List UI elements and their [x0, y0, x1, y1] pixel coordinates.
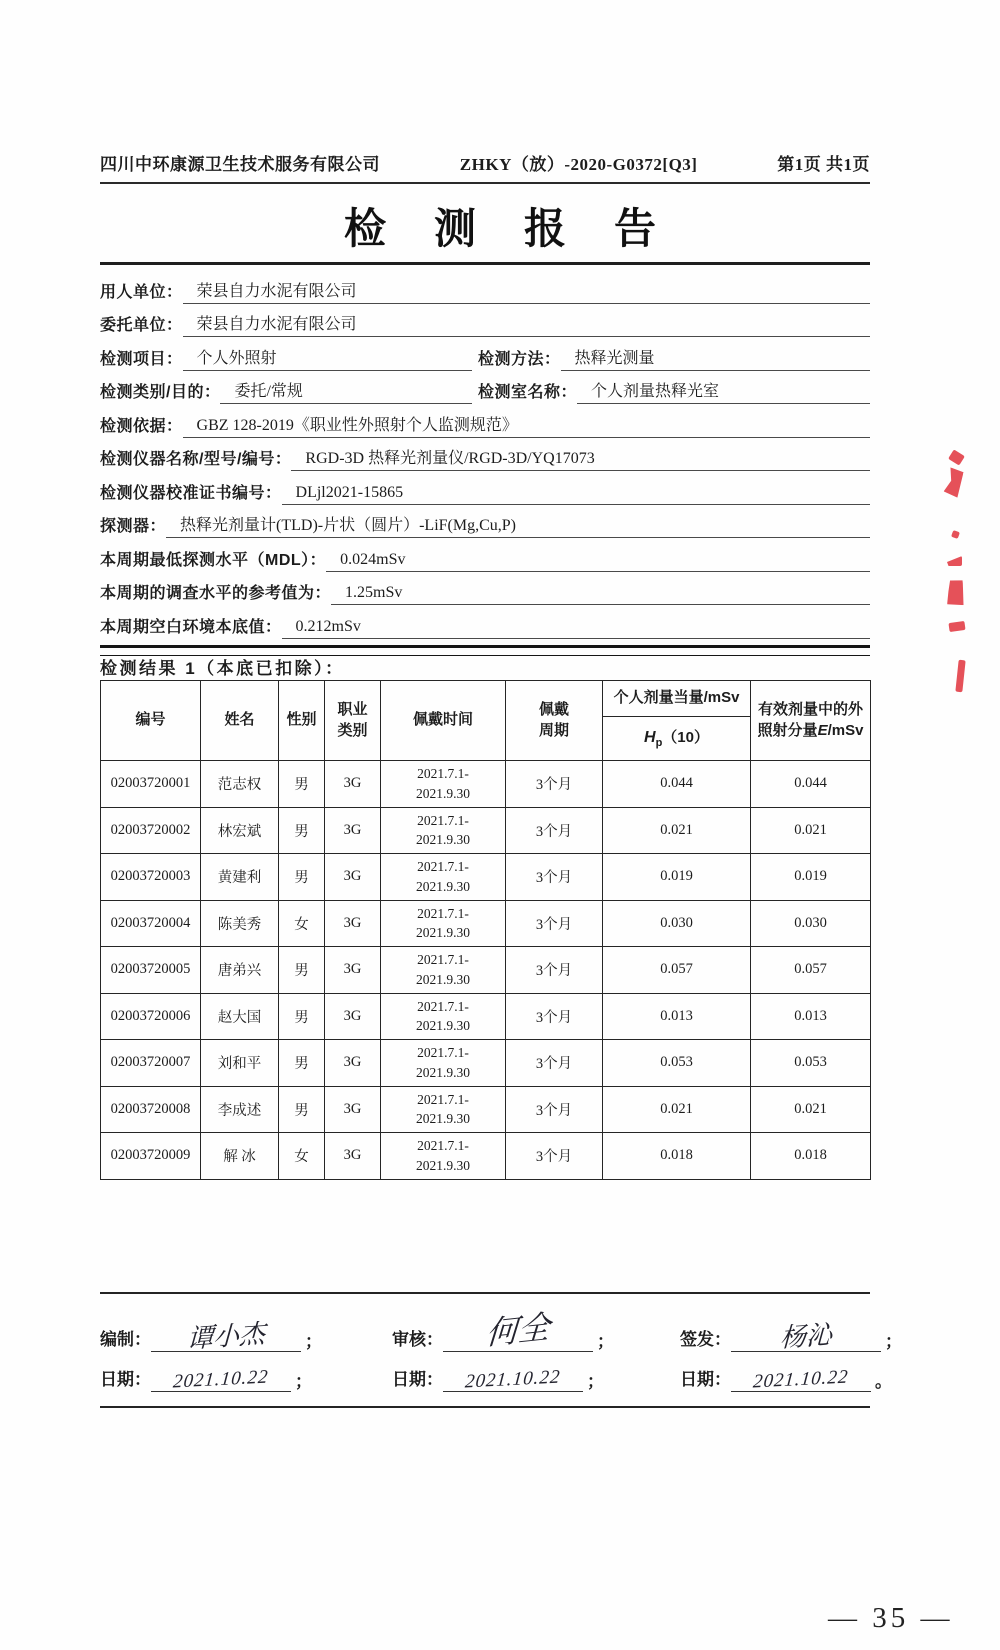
cell-e: 0.044 — [751, 761, 871, 808]
col-header-job: 职业 类别 — [325, 681, 381, 761]
field-label: 检测仪器名称/型号/编号： — [100, 451, 292, 468]
document-header — [100, 150, 870, 184]
form-row-mdl — [100, 538, 870, 572]
table-row — [101, 761, 871, 808]
cell-hp: 0.044 — [603, 761, 751, 808]
col-header-hp10: $H_p(10)$ — [603, 717, 751, 761]
field-value: 荣县自力水泥有限公司 — [183, 278, 870, 304]
page-number: — 35 — — [828, 1602, 954, 1634]
cell-cycle: 3个月 — [506, 807, 603, 854]
cell-name: 赵大国 — [201, 993, 279, 1040]
table-row — [101, 993, 871, 1040]
cell-gender: 男 — [279, 947, 325, 994]
col-header-dose-group: 个人剂量当量/mSv — [603, 681, 751, 717]
field-label: 本周期空白环境本底值： — [100, 618, 282, 636]
col-header-gender: 性别 — [279, 681, 325, 761]
cell-cycle: 3个月 — [506, 1040, 603, 1087]
cell-gender: 女 — [279, 1133, 325, 1180]
cell-job: 3G — [325, 993, 381, 1040]
field-label: 本周期的调查水平的参考值为： — [100, 585, 332, 602]
table-row — [101, 900, 871, 947]
red-stamp-fragment — [943, 467, 964, 498]
prepared-signature: 谭小杰 — [186, 1319, 266, 1354]
field-value: DLjl2021-15865 — [282, 484, 870, 505]
cell-wear-time: 2021.7.1- 2021.9.30 — [381, 807, 506, 854]
field-value: 热释光剂量计(TLD)-片状（圆片）-LiF(Mg,Cu,P) — [166, 512, 870, 538]
issued-label: 签发： — [680, 1330, 731, 1349]
field-value: 0.212mSv — [282, 618, 870, 639]
cell-name: 林宏斌 — [201, 807, 279, 854]
cell-name: 李成述 — [201, 1086, 279, 1133]
cell-hp: 0.021 — [603, 1086, 751, 1133]
table-row — [101, 1040, 871, 1087]
table-row — [101, 1133, 871, 1180]
cell-cycle: 3个月 — [506, 993, 603, 1040]
cell-wear-time: 2021.7.1- 2021.9.30 — [381, 761, 506, 808]
field-label: 委托单位： — [100, 317, 183, 334]
field-label: 用人单位： — [100, 283, 183, 301]
form-row-item-method — [100, 337, 870, 371]
field-value: 个人剂量热释光室 — [577, 378, 870, 404]
cell-name: 刘和平 — [201, 1040, 279, 1087]
cell-job: 3G — [325, 807, 381, 854]
cell-wear-time: 2021.7.1- 2021.9.30 — [381, 854, 506, 901]
field-label: 本周期最低探测水平（MDL）： — [100, 551, 327, 569]
field-value: 荣县自力水泥有限公司 — [183, 311, 870, 337]
table-row — [101, 854, 871, 901]
top-divider — [100, 262, 870, 265]
reviewed-signature: 何全 — [484, 1308, 552, 1352]
cell-id: 02003720009 — [101, 1133, 201, 1180]
cell-wear-time: 2021.7.1- 2021.9.30 — [381, 993, 506, 1040]
col-header-effective-dose: 有效剂量中的外照射分量E/mSv — [751, 681, 871, 761]
col-header-id: 编号 — [101, 681, 201, 761]
field-label: 检测仪器校准证书编号： — [100, 484, 282, 502]
cell-name: 黄建利 — [201, 854, 279, 901]
date-label: 日期： — [392, 1370, 443, 1389]
date-label: 日期： — [100, 1370, 151, 1389]
field-label: 检测项目： — [100, 350, 183, 368]
cell-wear-time: 2021.7.1- 2021.9.30 — [381, 900, 506, 947]
cell-e: 0.018 — [751, 1133, 871, 1180]
field-label: 检测类别/目的： — [100, 384, 221, 401]
cell-gender: 男 — [279, 854, 325, 901]
cell-wear-time: 2021.7.1- 2021.9.30 — [381, 947, 506, 994]
cell-cycle: 3个月 — [506, 761, 603, 808]
field-label: 检测依据： — [100, 417, 183, 435]
table-row — [101, 947, 871, 994]
cell-job: 3G — [325, 900, 381, 947]
form-row-category-lab — [100, 371, 870, 405]
cell-id: 02003720008 — [101, 1086, 201, 1133]
cell-hp: 0.019 — [603, 854, 751, 901]
cell-gender: 男 — [279, 1086, 325, 1133]
table-row — [101, 807, 871, 854]
form-row-background — [100, 605, 870, 639]
company-name: 四川中环康源卫生技术服务有限公司 — [100, 155, 380, 174]
field-label: 检测室名称： — [478, 384, 578, 401]
form-row-detector — [100, 505, 870, 539]
field-value: RGD-3D 热释光剂量仪/RGD-3D/YQ17073 — [291, 445, 870, 471]
cell-gender: 女 — [279, 900, 325, 947]
field-value: 热释光测量 — [561, 345, 870, 371]
issued-date: 2021.10.22 — [752, 1366, 850, 1393]
cell-job: 3G — [325, 1133, 381, 1180]
reviewed-label: 审核： — [392, 1330, 443, 1349]
cell-e: 0.021 — [751, 807, 871, 854]
cell-job: 3G — [325, 947, 381, 994]
date-label: 日期： — [680, 1370, 731, 1389]
form-row-survey — [100, 572, 870, 606]
col-header-name: 姓名 — [201, 681, 279, 761]
cell-gender: 男 — [279, 993, 325, 1040]
cell-job: 3G — [325, 1086, 381, 1133]
cell-name: 陈美秀 — [201, 900, 279, 947]
cell-id: 02003720007 — [101, 1040, 201, 1087]
red-stamp-fragment — [955, 660, 965, 693]
field-value: 1.25mSv — [331, 584, 870, 605]
cell-cycle: 3个月 — [506, 947, 603, 994]
field-value: 个人外照射 — [183, 345, 472, 371]
cell-hp: 0.057 — [603, 947, 751, 994]
field-value: 0.024mSv — [326, 551, 870, 572]
cell-id: 02003720005 — [101, 947, 201, 994]
results-table-body — [101, 761, 871, 1180]
form-row-employer — [100, 270, 870, 304]
field-value: 委托/常规 — [220, 378, 472, 404]
cell-e: 0.030 — [751, 900, 871, 947]
form-row-instrument — [100, 438, 870, 472]
cell-cycle: 3个月 — [506, 900, 603, 947]
issued-signature: 杨沁 — [779, 1320, 833, 1353]
field-value: GBZ 128-2019《职业性外照射个人监测规范》 — [183, 412, 870, 438]
cell-cycle: 3个月 — [506, 854, 603, 901]
cell-wear-time: 2021.7.1- 2021.9.30 — [381, 1133, 506, 1180]
cell-gender: 男 — [279, 1040, 325, 1087]
cell-id: 02003720004 — [101, 900, 201, 947]
cell-id: 02003720001 — [101, 761, 201, 808]
col-header-cycle: 佩戴 周期 — [506, 681, 603, 761]
cell-hp: 0.013 — [603, 993, 751, 1040]
cell-name: 范志权 — [201, 761, 279, 808]
cell-id: 02003720003 — [101, 854, 201, 901]
cell-hp: 0.018 — [603, 1133, 751, 1180]
results-table — [100, 680, 871, 1180]
cell-hp: 0.021 — [603, 807, 751, 854]
cell-name: 唐弟兴 — [201, 947, 279, 994]
cell-wear-time: 2021.7.1- 2021.9.30 — [381, 1040, 506, 1087]
cell-hp: 0.053 — [603, 1040, 751, 1087]
cell-e: 0.053 — [751, 1040, 871, 1087]
cell-wear-time: 2021.7.1- 2021.9.30 — [381, 1086, 506, 1133]
prepared-label: 编制： — [100, 1330, 151, 1349]
reviewed-date: 2021.10.22 — [464, 1366, 562, 1393]
report-title: 检测报告 — [343, 207, 704, 253]
signature-block: 编制： 谭小杰 ； 日期： 2021.10.22 ； 审核： 何全 ； 日期： 2021.10.22 ； 签发： 杨沁 ； 日期： 2021.10.22 。 — [100, 1292, 870, 1408]
col-header-wear-time: 佩戴时间 — [381, 681, 506, 761]
red-stamp-fragment — [948, 449, 965, 465]
cell-id: 02003720006 — [101, 993, 201, 1040]
cell-job: 3G — [325, 854, 381, 901]
form-row-cert — [100, 471, 870, 505]
cell-hp: 0.030 — [603, 900, 751, 947]
cell-job: 3G — [325, 761, 381, 808]
red-stamp-fragment — [948, 621, 965, 632]
results-section-title: 检测结果 1（本底已扣除）： — [100, 659, 345, 678]
cell-job: 3G — [325, 1040, 381, 1087]
form-row-basis — [100, 404, 870, 438]
page-indicator: 第1页 共1页 — [777, 155, 870, 174]
cell-id: 02003720002 — [101, 807, 201, 854]
cell-e: 0.013 — [751, 993, 871, 1040]
cell-cycle: 3个月 — [506, 1086, 603, 1133]
document-number: ZHKY（放）-2020-G0372[Q3] — [459, 155, 698, 174]
cell-cycle: 3个月 — [506, 1133, 603, 1180]
cell-gender: 男 — [279, 761, 325, 808]
red-stamp-fragment — [945, 579, 966, 607]
form-row-client — [100, 304, 870, 338]
prepared-date: 2021.10.22 — [172, 1366, 270, 1393]
field-label: 检测方法： — [478, 350, 561, 368]
cell-e: 0.019 — [751, 854, 871, 901]
info-form — [100, 270, 870, 639]
cell-e: 0.057 — [751, 947, 871, 994]
cell-gender: 男 — [279, 807, 325, 854]
cell-name: 解 冰 — [201, 1133, 279, 1180]
field-label: 探测器： — [100, 518, 167, 535]
table-row — [101, 1086, 871, 1133]
red-stamp-fragment — [951, 530, 960, 539]
cell-e: 0.021 — [751, 1086, 871, 1133]
red-stamp-fragment — [947, 556, 962, 566]
